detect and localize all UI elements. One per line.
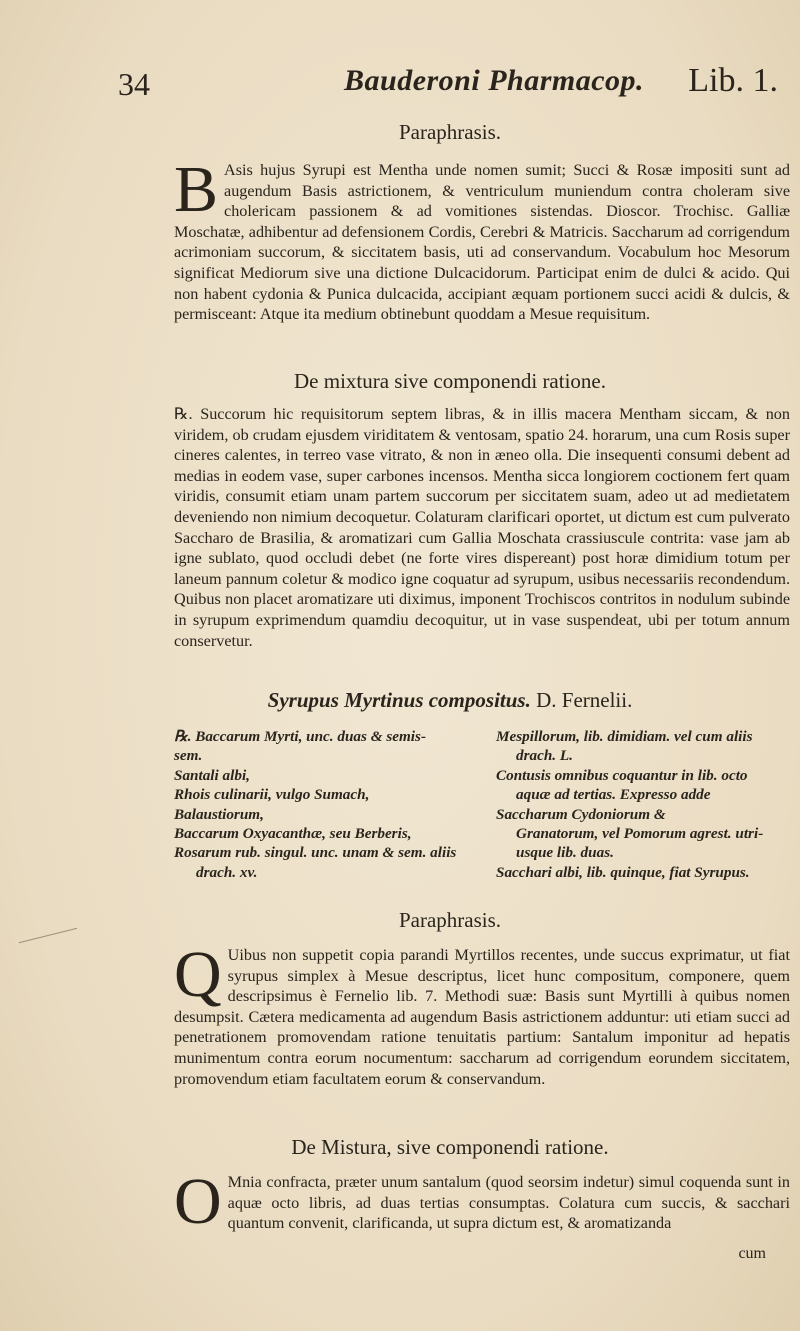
recipe-line: Rosarum rub. singul. unc. unam & sem. aliis	[174, 844, 457, 862]
recipe-line: Balaustiorum,	[174, 805, 264, 823]
recipe-column-right	[496, 727, 792, 882]
paragraph-text-5: Mnia confracta, præter unum santalum (quod seorsim indetur) simul coquenda sunt in aquæ octo libris, ad duas tertias consumptas. Colatura cum succis, & sacchari quantum convenit, clarificanda, ut supra dictum est, & aromatizanda	[227, 1173, 790, 1233]
paragraph-text-1: Asis hujus Syrupi est Mentha unde nomen sumit; Succi & Rosæ impositi sunt ad augendum Basis astrictionem, & ventriculum muniendum contra choleram sive cholericam passionem & ad vomitiones sistendas. Dioscor. Trochisc. Galliæ Moschatæ, adhibentur ad defensionem Cordis, Cerebri & Matricis. Saccharum ad corrigendum acrimoniam succorum, & siccitatem basis, uti ad conservandum. Vocabulum hoc Mesorum significat Mediorum sive una dictione Dulcacidorum. Participat enim de dulci & acido. Qui non habent cydonia & Punica dulcacida, accipiant æquam portionem succi acidi & dulcis, & permisceant: Atque ita medium obtinebunt quoddam a Mesue requisitum.	[174, 161, 790, 324]
heading-de-mixtura: De mixtura sive componendi ratione.	[294, 369, 606, 393]
page-number: 34	[118, 66, 150, 102]
recipe-line: Contusis omnibus coquantur in lib. octo	[496, 766, 748, 784]
paragraph-paraphrasis-2	[174, 938, 790, 1089]
recipe-columns	[174, 727, 790, 897]
heading-paraphrasis-2: Paraphrasis.	[398, 908, 502, 932]
recipe-line: sem.	[174, 747, 203, 765]
heading-paraphrasis-1: Paraphrasis.	[398, 120, 502, 144]
heading-de-mistura: De Mistura, sive componendi ratione.	[291, 1135, 609, 1159]
drop-cap-b: B	[174, 153, 219, 226]
recipe-line: Saccharum Cydoniorum &	[496, 805, 666, 823]
recipe-line: ℞. Baccarum Myrti, unc. duas & semis-	[174, 728, 426, 745]
drop-cap-o: O	[174, 1165, 222, 1238]
running-header	[118, 60, 778, 110]
heading-syrupus-italic: Syrupus Myrtinus compositus.	[267, 688, 531, 712]
recipe-line: Mespillorum, lib. dimidiam. vel cum aliis	[496, 728, 753, 745]
drop-cap-q: Q	[174, 938, 222, 1011]
running-title: Bauderoni Pharmacop.	[344, 64, 645, 97]
recipe-column-left	[174, 727, 474, 882]
recipe-line: usque lib. duas.	[516, 844, 614, 862]
heading-syrupus-myrtinus	[140, 688, 760, 713]
paragraph-de-mistura	[174, 1165, 790, 1238]
recipe-line: Sacchari albi, lib. quinque, fiat Syrupus.	[496, 863, 750, 881]
recipe-line: drach. L.	[516, 747, 573, 765]
paragraph-text-4: Uibus non suppetit copia parandi Myrtillos recentes, unde succus exprimatur, ut fiat syrupus simplex à Mesue descriptus, licet hunc compositum, componere, quem descripsimus è Fernelio lib. 7. Methodi suæ: Basis sunt Myrtilli à quibus nomen desumpsit. Cætera medicamenta ad augendum Basis astrictionem adduntur: uti etiam succi ad penetrationem promovendam ratione tenuitatis partium: Santalum imponitur ad hepatis munimentum contra eorum nocumentum: saccharum ad corrigendum eorundem siccitatem, promovendum etiam facultatem eorum & conservandum.	[174, 946, 790, 1088]
book-number: Lib. 1.	[688, 62, 778, 99]
paragraph-de-mixtura: ℞. Succorum hic requisitorum septem libras, & in illis macera Mentham siccam, & non viridem, ob crudam ejusdem viriditatem & ventosam, spatio 24. horarum, una cum Rosis super cineres calentes, in terreo vase vitrato, & non in æneo olla. Die insequenti consumi debent ad medias in eodem vase, super carbones incensos. Mentha sicca longiorem coctionem fert quam viridis, consumit etiam unam partem succorum per siccitatem suam, adeo ut ad medietatem deveniendo non nimium decoquetur. Colaturam clarificari oportet, ut dictum est cum pulverato Saccharo de Brasilia, & aromatizari cum Gallia Moschata crassiuscule contrita: vase jam ab igne sublato, quod occludi debet (ne forte vires dispereant) post horæ dimidium totum per laneum pannum coletur & modico igne coquatur ad syrupum, usibus necessariis recondendum. Quibus non placet aromatizare uti diximus, imponent Trochiscos contritos in nodulum subinde in syrupum exprimendum quamdiu decoquitur, ut in vase suspendeat, ubi per totum annum conservetur.	[174, 405, 790, 650]
paragraph-paraphrasis-1	[174, 153, 790, 325]
recipe-line: Granatorum, vel Pomorum agrest. utri-	[516, 825, 764, 843]
margin-pencil-mark	[19, 928, 77, 943]
recipe-line: Rhois culinarii, vulgo Sumach,	[174, 786, 370, 804]
recipe-line: Baccarum Oxyacanthæ, seu Berberis,	[174, 825, 412, 843]
recipe-line: Santali albi,	[174, 766, 250, 784]
catchword: cum	[738, 1245, 766, 1262]
recipe-line: aquæ ad tertias. Expresso adde	[516, 786, 711, 804]
recipe-line: drach. xv.	[196, 863, 258, 881]
heading-syrupus-author: D. Fernelii.	[536, 688, 633, 712]
